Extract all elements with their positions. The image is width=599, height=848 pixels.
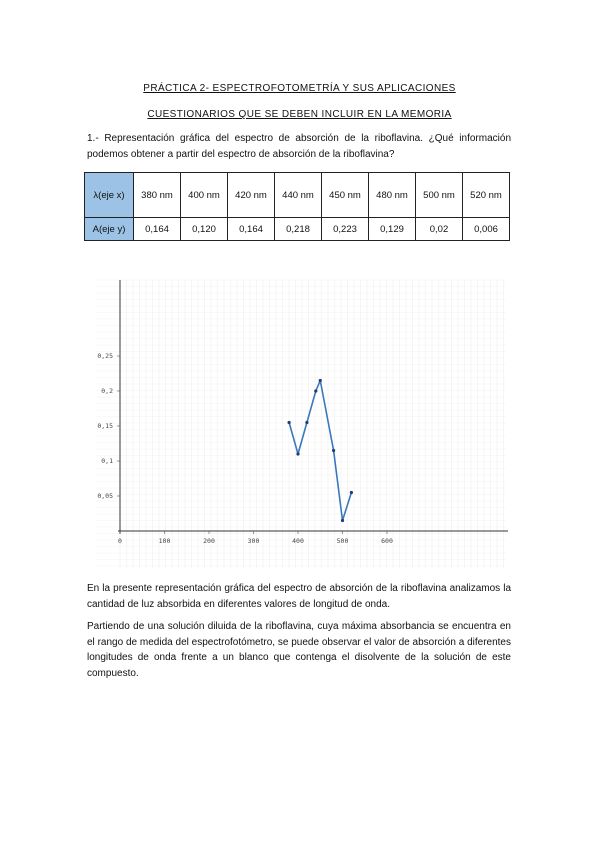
y-tick-label: 0,1 (101, 457, 113, 465)
data-point (341, 519, 344, 522)
data-point (288, 421, 291, 424)
table-cell: 480 nm (369, 173, 416, 218)
paragraph-1: En la presente representación gráfica del espectro de absorción de la riboflavina analizamos la cantidad de luz absorbida en diferentes valores de longitud de onda. (87, 583, 511, 610)
table-cell: 450 nm (322, 173, 369, 218)
data-point (319, 379, 322, 382)
table-cell: 380 nm (134, 173, 181, 218)
table-row-absorbance (85, 218, 510, 241)
x-tick-label: 200 (203, 537, 215, 545)
document-title: PRÁCTICA 2- ESPECTROFOTOMETRÍA Y SUS APLICACIONES (143, 83, 456, 94)
x-tick-label: 300 (247, 537, 260, 545)
y-tick-label: 0,05 (97, 492, 113, 500)
table-cell: 0,129 (369, 218, 416, 241)
table-header-absorbance: A(eje y) (85, 218, 134, 241)
y-tick-label: 0,15 (97, 422, 113, 430)
data-point (350, 491, 353, 494)
document-subtitle: CUESTIONARIOS QUE SE DEBEN INCLUIR EN LA MEMORIA (147, 109, 452, 120)
x-tick-label: 600 (381, 537, 393, 545)
table-cell: 400 nm (181, 173, 228, 218)
spectrum-line (289, 381, 351, 521)
absorption-table (84, 172, 510, 241)
question-1: 1.- Representación gráfica del espectro de absorción de la riboflavina. ¿Qué información podemos obtener a partir del espectro de absorción de la riboflavina? (87, 133, 511, 160)
data-point (332, 449, 335, 452)
table-cell: 420 nm (228, 173, 275, 218)
table-cell: 0,223 (322, 218, 369, 241)
table-header-wavelength: λ(eje x) (85, 173, 134, 218)
table-cell: 0,164 (228, 218, 275, 241)
data-point (296, 452, 299, 455)
data-point (305, 421, 308, 424)
absorption-spectrum-chart (86, 276, 516, 576)
x-tick-label: 400 (292, 537, 304, 545)
y-tick-label: 0,2 (101, 387, 113, 395)
table-cell: 0,120 (181, 218, 228, 241)
x-tick-label: 500 (336, 537, 349, 545)
table-cell: 0,164 (134, 218, 181, 241)
table-cell: 520 nm (463, 173, 510, 218)
table-row-wavelength (85, 173, 510, 218)
table-cell: 0,218 (275, 218, 322, 241)
x-tick-label: 0 (118, 537, 122, 545)
paragraph-2: Partiendo de una solución diluida de la riboflavina, cuya máxima absorbancia se encuentra en el rango de medida del espectrofotómetro, se puede observar el valor de absorción a diferentes longitudes de onda frente a un blanco que contenga el disolvente de la solución de este compuesto. (87, 621, 511, 679)
table-cell: 0,006 (463, 218, 510, 241)
table-cell: 440 nm (275, 173, 322, 218)
y-tick-label: 0,25 (97, 352, 113, 360)
x-tick-label: 100 (158, 537, 171, 545)
table-cell: 0,02 (416, 218, 463, 241)
table-cell: 500 nm (416, 173, 463, 218)
data-point (314, 389, 317, 392)
